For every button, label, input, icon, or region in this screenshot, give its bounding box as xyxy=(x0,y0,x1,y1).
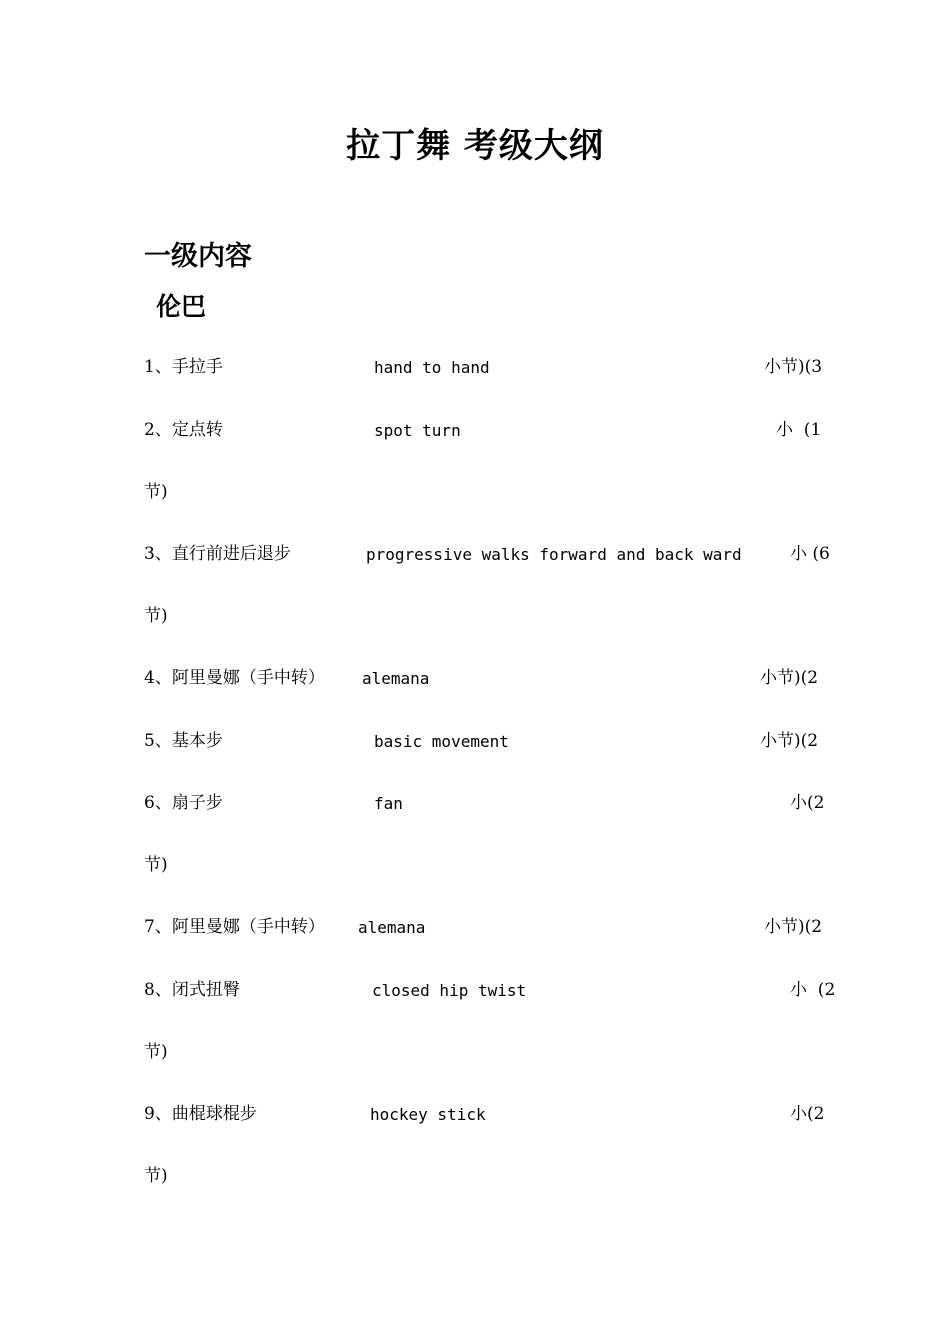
item-8-english: closed hip twist xyxy=(372,981,527,1000)
item-6-unit: 小(2 xyxy=(790,793,825,813)
item-8-unit-continued: 节) xyxy=(144,1042,168,1062)
item-7-chinese: 7、阿里曼娜（手中转） xyxy=(144,917,325,937)
item-3-unit-continued: 节) xyxy=(144,606,168,626)
item-3-chinese: 3、直行前进后退步 xyxy=(144,544,291,564)
item-3-english: progressive walks forward and back ward xyxy=(366,545,742,564)
item-8-chinese: 8、闭式扭臀 xyxy=(144,980,240,1000)
item-9-unit: 小(2 xyxy=(790,1104,825,1124)
item-6-chinese: 6、扇子步 xyxy=(144,793,223,813)
item-5-chinese: 5、基本步 xyxy=(144,731,223,751)
item-6-unit-continued: 节) xyxy=(144,855,168,875)
subsection-heading: 伦巴 xyxy=(156,292,207,321)
item-9-english: hockey stick xyxy=(370,1105,486,1124)
item-2-chinese: 2、定点转 xyxy=(144,420,223,440)
item-4-chinese: 4、阿里曼娜（手中转） xyxy=(144,668,325,688)
page-title: 拉丁舞 考级大纲 xyxy=(346,126,604,166)
item-1-english: hand to hand xyxy=(374,358,490,377)
item-6-english: fan xyxy=(374,794,403,813)
item-1-chinese: 1、手拉手 xyxy=(144,357,223,377)
item-2-unit-continued: 节) xyxy=(144,482,168,502)
item-5-english: basic movement xyxy=(374,732,509,751)
item-3-unit: 小 (6 xyxy=(790,544,830,564)
item-4-unit: 小节)(2 xyxy=(760,668,819,688)
section-heading: 一级内容 xyxy=(144,241,252,272)
item-2-unit: 小 (1 xyxy=(776,420,822,440)
item-5-unit: 小节)(2 xyxy=(760,731,819,751)
item-1-unit: 小节)(3 xyxy=(764,357,823,377)
item-7-unit: 小节)(2 xyxy=(764,917,823,937)
item-9-chinese: 9、曲棍球棍步 xyxy=(144,1104,257,1124)
item-8-unit: 小 (2 xyxy=(790,980,836,1000)
item-7-english: alemana xyxy=(358,918,426,937)
item-2-english: spot turn xyxy=(374,421,461,440)
item-9-unit-continued: 节) xyxy=(144,1166,168,1186)
item-4-english: alemana xyxy=(362,669,430,688)
